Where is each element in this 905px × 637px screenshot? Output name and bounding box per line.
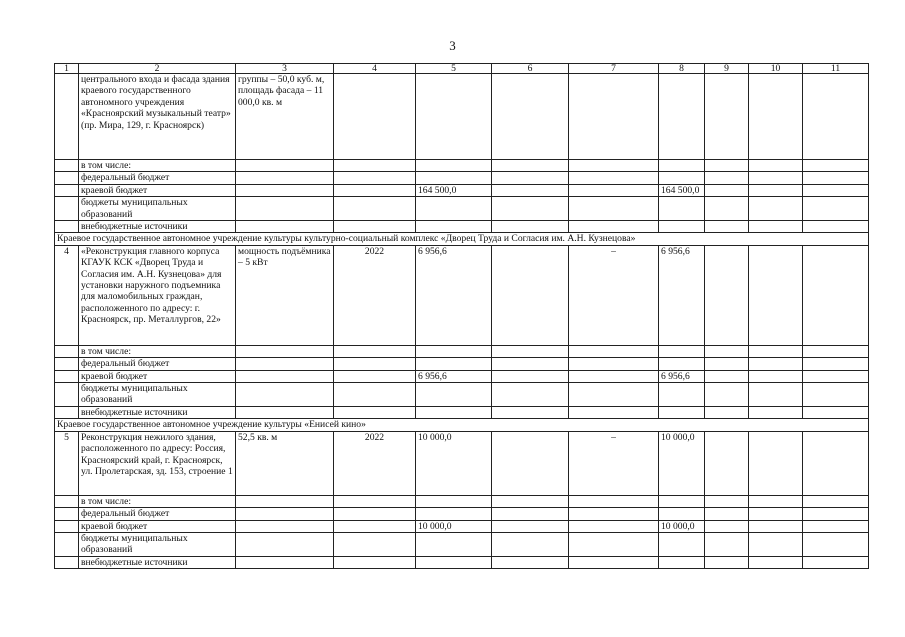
project-name: «Реконструкция главного корпуса КГАУК КСК «Дворец Труда и Согласия им. А.Н. Кузнецова» для установки наружного подъемника для маломобильных граждан, расположенного по адресу: г. Красноярск, пр. Металлургов, 22» [79,245,236,345]
col-header: 8 [659,64,705,74]
sub-label: краевой бюджет [79,370,236,382]
section-title: Краевое государственное автономное учреждение культуры «Енисей кино» [55,419,869,431]
year: 2022 [334,431,416,495]
amount: 6 956,6 [416,245,492,345]
table-row [55,172,869,184]
col-header: 1 [55,64,79,74]
col-header: 7 [569,64,659,74]
table-row [55,74,869,160]
table-row [55,431,869,495]
sub-label: внебюджетные источники [79,221,236,233]
table-row [55,358,869,370]
capacity: мощность подъёмника – 5 кВт [236,245,334,345]
table-row [55,245,869,345]
table-row [55,556,869,568]
capacity: 52,5 кв. м [236,431,334,495]
col-header: 5 [416,64,492,74]
section-row [55,233,869,245]
dash: – [569,431,659,495]
amount: 164 500,0 [416,184,492,196]
col-header: 4 [334,64,416,74]
budget-table [54,63,869,569]
sub-label: в том числе: [79,495,236,507]
col-header: 6 [492,64,569,74]
sub-label: внебюджетные источники [79,556,236,568]
table-row [55,520,869,532]
sub-label: федеральный бюджет [79,508,236,520]
amount: 6 956,6 [659,370,705,382]
row-number: 4 [55,245,79,345]
table-row [55,495,869,507]
sub-label: федеральный бюджет [79,358,236,370]
row-number: 5 [55,431,79,495]
sub-label: бюджеты муниципальных образований [79,532,236,556]
section-title: Краевое государственное автономное учреждение культуры культурно-социальный комплекс «Дворец Труда и Согласия им. А.Н. Кузнецова» [55,233,869,245]
amount: 164 500,0 [659,184,705,196]
section-row [55,419,869,431]
sub-label: краевой бюджет [79,520,236,532]
amount: 10 000,0 [659,431,705,495]
col-header: 10 [749,64,803,74]
table-row [55,406,869,418]
amount: 10 000,0 [659,520,705,532]
table-row [55,197,869,221]
table-row [55,383,869,407]
sub-label: краевой бюджет [79,184,236,196]
project-name: центрального входа и фасада здания краевого государственного автономного учреждения «Красноярский музыкальный театр» (пр. Мира, 129, г. Красноярск) [79,74,236,160]
col-header: 11 [803,64,869,74]
amount: 10 000,0 [416,431,492,495]
sub-label: в том числе: [79,160,236,172]
sub-label: в том числе: [79,345,236,357]
header-row [55,64,869,74]
amount: 6 956,6 [659,245,705,345]
amount: 6 956,6 [416,370,492,382]
capacity: группы – 50,0 куб. м, площадь фасада – 11 000,0 кв. м [236,74,334,160]
year: 2022 [334,245,416,345]
col-header: 9 [705,64,749,74]
table-row [55,370,869,382]
project-name: Реконструкция нежилого здания, расположенного по адресу: Россия, Красноярский край, г. Красноярск, ул. Пролетарская, зд. 153, строение 1 [79,431,236,495]
sub-label: федеральный бюджет [79,172,236,184]
col-header: 3 [236,64,334,74]
sub-label: бюджеты муниципальных образований [79,197,236,221]
page-number: 3 [449,38,456,53]
table-row [55,160,869,172]
sub-label: внебюджетные источники [79,406,236,418]
amount: 10 000,0 [416,520,492,532]
col-header: 2 [79,64,236,74]
table-row [55,508,869,520]
dash: – [569,245,659,345]
table-row [55,184,869,196]
table-row [55,221,869,233]
table-row [55,532,869,556]
sub-label: бюджеты муниципальных образований [79,383,236,407]
table-row [55,345,869,357]
